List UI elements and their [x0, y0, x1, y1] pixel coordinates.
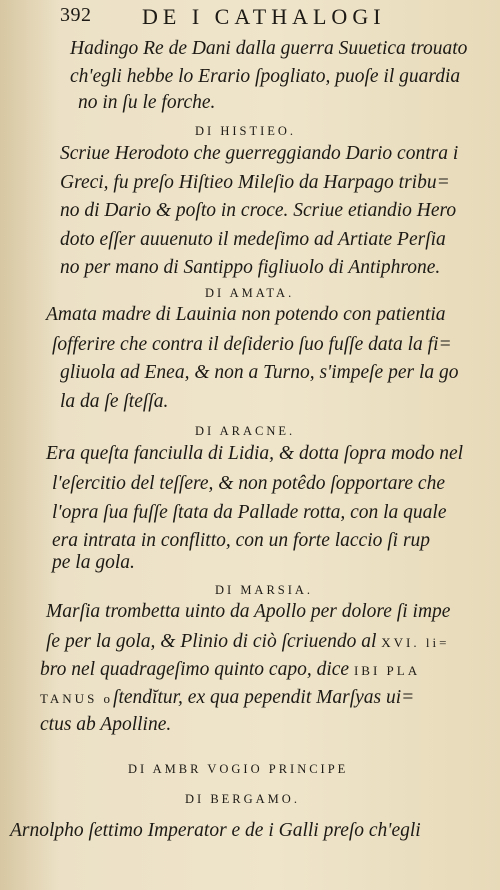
text-line: Marſia trombetta uinto da Apollo per dolore ſi impe: [46, 601, 451, 622]
text-line: [46, 631, 449, 653]
text-line: no di Dario & poſto in croce. Scriue etiandio Hero: [60, 200, 457, 221]
section-heading: DI AMBR VOGIO PRINCIPE: [128, 762, 349, 776]
text-line: no per mano di Santippo figliuolo di Antiphrone.: [60, 257, 441, 278]
text-line: Era queſta fanciulla di Lidia, & dotta ſopra modo nel: [46, 443, 464, 464]
section-heading: DI HISTIEO.: [195, 124, 297, 138]
section-heading: DI MARSIA.: [215, 583, 314, 597]
page-header: [60, 4, 488, 34]
text-line: no in ſu le forche.: [78, 92, 216, 113]
text-segment: ſtendĭtur, ex qua pependit Marſyas ui=: [113, 687, 415, 708]
text-line: Greci, fu preſo Hiſtieo Mileſio da Harpago tribu=: [60, 172, 450, 193]
text-line: [40, 687, 414, 709]
text-line: Scriue Herodoto che guerreggiando Dario contra i: [60, 143, 459, 164]
section-heading: DI ARACNE.: [195, 424, 296, 438]
text-line: l'opra ſua fuſſe ſtata da Pallade rotta, con la quale: [52, 502, 447, 523]
text-line: Arnolpho ſettimo Imperator e de i Galli preſo ch'egli: [10, 820, 421, 841]
text-line: ſofferire che contra il deſiderio ſuo fuſſe data la fi=: [52, 334, 452, 355]
text-segment: bro nel quadrageſimo quinto capo, dice: [40, 659, 350, 680]
text-line: la da ſe ſteſſa.: [60, 391, 169, 412]
text-line: [40, 659, 420, 681]
running-head: DE I CATHALOGI: [142, 4, 386, 29]
section-heading: DI AMATA.: [205, 286, 295, 300]
section-heading: DI BERGAMO.: [185, 792, 300, 806]
page-number: 392: [60, 4, 92, 26]
small-caps-segment: TANUS o: [40, 691, 114, 706]
text-line: pe la gola.: [52, 552, 135, 573]
text-segment: ſe per la gola, & Plinio di ciò ſcriuendo al: [46, 631, 377, 652]
text-line: Hadingo Re de Dani dalla guerra Suuetica trouato: [70, 38, 468, 59]
small-caps-segment: IBI PLA: [353, 663, 421, 678]
small-caps-segment: XVI. li=: [381, 635, 450, 650]
text-line: Amata madre di Lauinia non potendo con patientia: [46, 304, 446, 325]
text-line: era intrata in conflitto, con un forte laccio ſi rup: [52, 530, 431, 551]
text-line: ch'egli hebbe lo Erario ſpogliato, puoſe il guardia: [70, 66, 461, 87]
text-line: ctus ab Apolline.: [40, 714, 172, 735]
text-line: l'eſercitio del teſſere, & non potêdo ſopportare che: [52, 473, 445, 494]
text-line: gliuola ad Enea, & non a Turno, s'impeſe per la go: [60, 362, 459, 383]
text-line: doto eſſer auuenuto il medeſimo ad Artiate Perſia: [60, 229, 446, 250]
